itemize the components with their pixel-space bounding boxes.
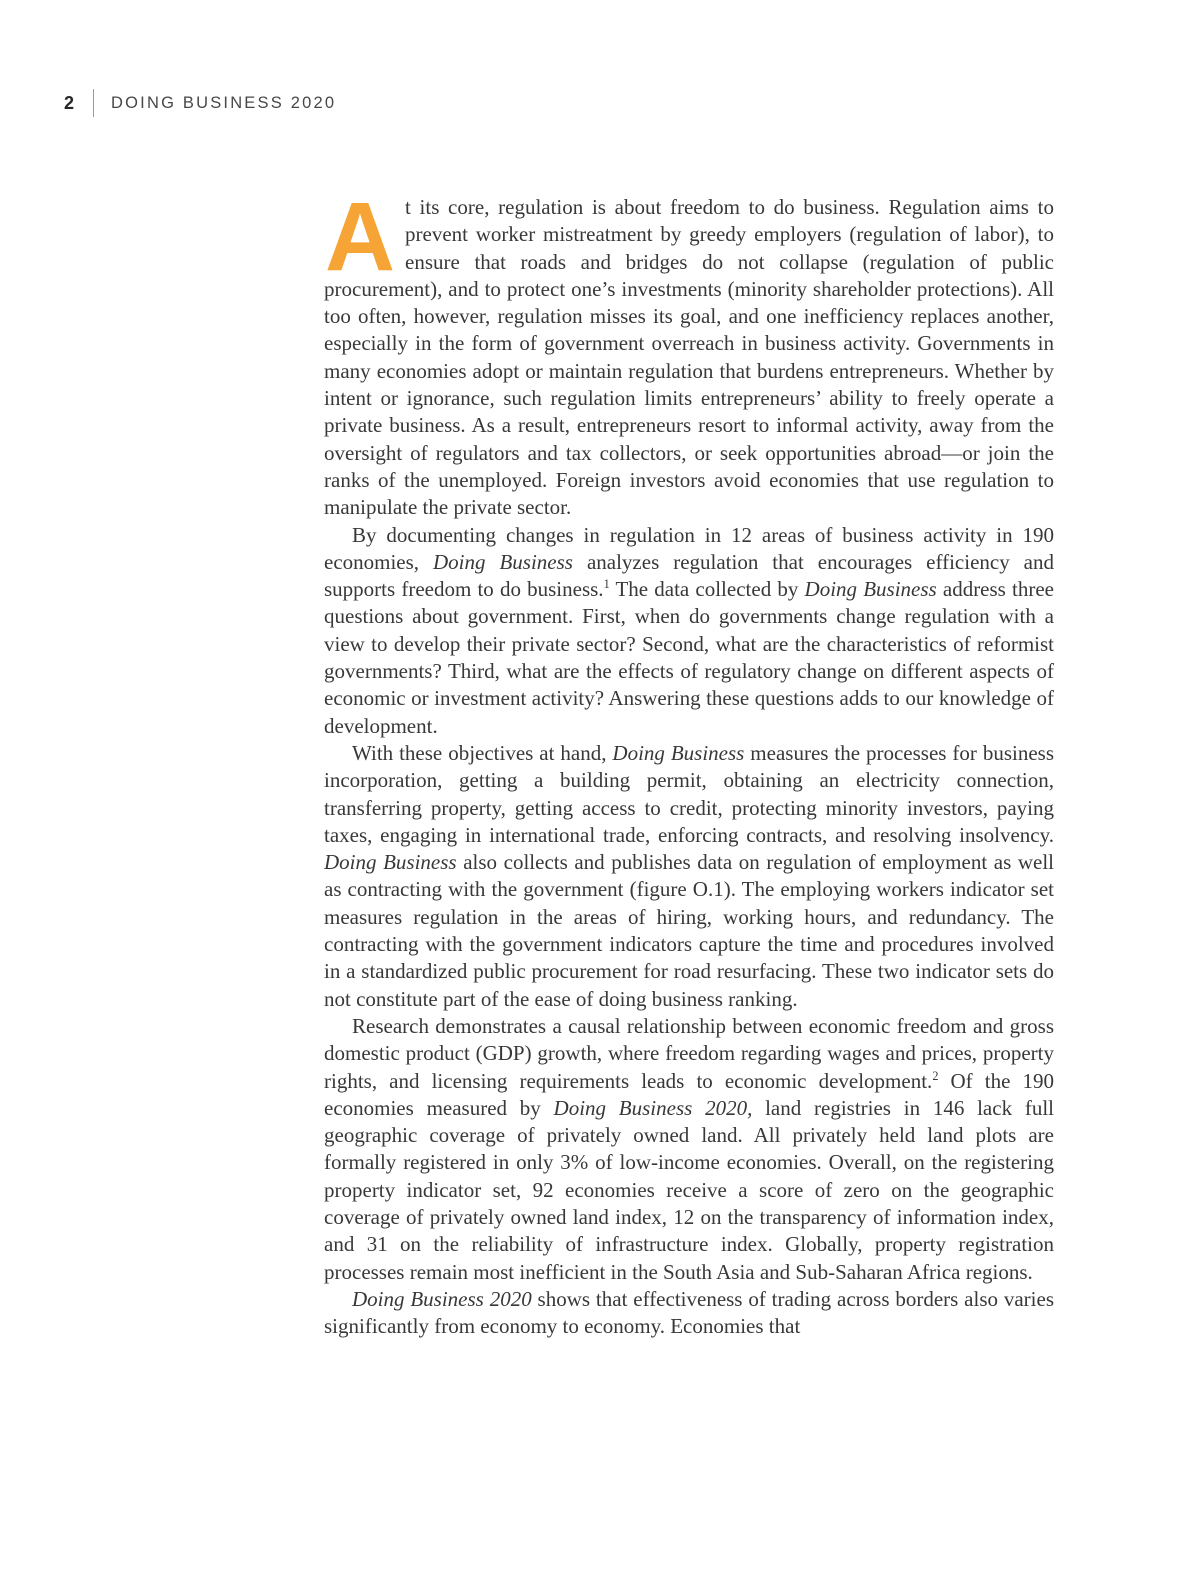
text-segment: With these objectives at hand, bbox=[352, 740, 613, 765]
paragraph-5 bbox=[324, 1286, 1054, 1341]
text-segment: land registries in 146 lack full geographic coverage of privately owned land. All privately held land plots are formally registered in only 3% of low-income economies. Overall, on the registering property indicator set, 92 economies receive a score of zero on the geographic coverage of privately owned land index, 12 on the transparency of information index, and 31 on the reliability of infrastructure index. Globally, property registration processes remain most inefficient in the South Asia and Sub-Saharan Africa regions. bbox=[324, 1095, 1054, 1284]
header-divider bbox=[93, 89, 94, 117]
paragraph-3 bbox=[324, 740, 1054, 1013]
footnote-ref: 2 bbox=[932, 1068, 939, 1083]
italic-report-title: Doing Business 2020 bbox=[352, 1286, 532, 1311]
paragraph-2 bbox=[324, 522, 1054, 740]
text-segment: shows that effectiveness of trading across borders also varies significantly from economy to economy. Economies that bbox=[324, 1286, 1054, 1339]
text-segment: By documenting changes in regulation in 12 areas of business activity in 190 economies, bbox=[324, 522, 1054, 574]
italic-report-title: Doing Business bbox=[612, 740, 745, 765]
text-segment: Research demonstrates a causal relationship between economic freedom and gross domestic product (GDP) growth, where freedom regarding wages and prices, property rights, and licensing requirements leads to economic development. bbox=[324, 1013, 1054, 1093]
text-segment: The data collected by bbox=[609, 577, 805, 602]
text-segment: Of the 190 economies measured by bbox=[324, 1068, 1054, 1120]
footnote-ref: 1 bbox=[603, 577, 610, 592]
text-segment: analyzes regulation that encourages efficiency and supports freedom to do business. bbox=[324, 549, 1054, 602]
text-segment: t its core, regulation is about freedom to do business. Regulation aims to prevent worker mistreatment by greedy employers (regulation of labor), to ensure that roads and bridges do not collapse (regulation of public procurement), and to protect one’s investments (minority shareholder protections). All too often, however, regulation misses its goal, and one inefficiency replaces another, especially in the form of government overreach in business activity. Governments in many economies adopt or maintain regulation that burdens entrepreneurs. Whether by intent or ignorance, such regulation limits entrepreneurs’ ability to freely operate a private business. As a result, entrepreneurs resort to informal activity, away from the oversight of regulators and tax collectors, or seek opportunities abroad—or join the ranks of the unemployed. Foreign investors avoid economies that use regulation to manipulate the private sector. bbox=[324, 195, 1054, 520]
article-body bbox=[324, 182, 1055, 1340]
page-header bbox=[64, 88, 336, 118]
italic-report-title: Doing Business bbox=[804, 577, 937, 602]
paragraph-4 bbox=[324, 1013, 1054, 1286]
text-segment: address three questions about government. First, when do governments change regulation with a view to develop their private sector? Second, what are the characteristics of reformist governments? Third, what are the effects of regulatory change on different aspects of economic or investment activity? Answering these questions adds to our knowledge of development. bbox=[324, 577, 1054, 738]
paragraph-1 bbox=[324, 182, 1054, 522]
header-title: DOING BUSINESS 2020 bbox=[111, 93, 337, 112]
italic-report-title: Doing Business bbox=[433, 549, 573, 574]
italic-report-title: Doing Business bbox=[324, 850, 457, 875]
drop-cap: A bbox=[324, 182, 396, 291]
text-segment: also collects and publishes data on regulation of employment as well as contracting with the government (figure O.1). The employing workers indicator set measures regulation in the areas of hiring, working hours, and redundancy. The contracting with the government indicators capture the time and procedures involved in a standardized public procurement for road resurfacing. These two indicator sets do not constitute part of the ease of doing business ranking. bbox=[324, 850, 1055, 1011]
text-segment: measures the processes for business incorporation, getting a building permit, obtaining an electricity connection, transferring property, getting access to credit, protecting minority investors, paying taxes, engaging in international trade, enforcing contracts, and resolving insolvency. bbox=[324, 740, 1055, 847]
page-number: 2 bbox=[64, 92, 75, 113]
italic-report-title: Doing Business 2020, bbox=[553, 1095, 753, 1120]
